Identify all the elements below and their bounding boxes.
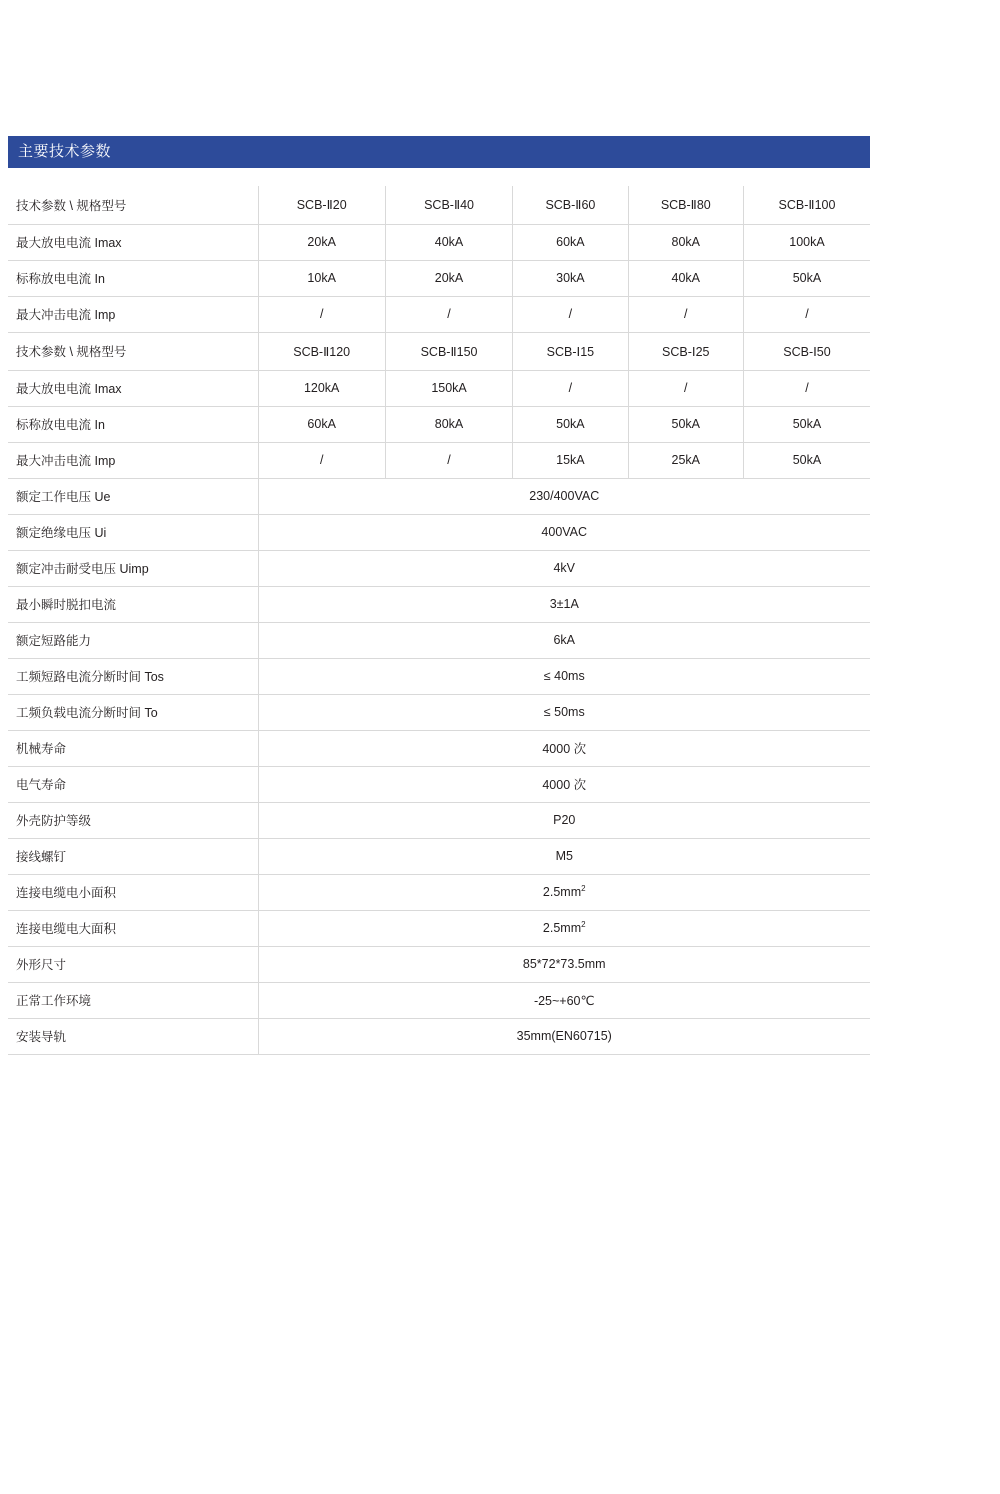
column-header-model: SCB-Ⅰ25	[628, 332, 743, 370]
table-row	[8, 946, 870, 982]
row-value: 60kA	[513, 224, 628, 260]
row-label: 外壳防护等级	[8, 802, 258, 838]
row-label: 正常工作环境	[8, 982, 258, 1018]
column-header-model: SCB-Ⅱ150	[385, 332, 512, 370]
row-value: /	[258, 296, 385, 332]
table-row	[8, 442, 870, 478]
table-row	[8, 874, 870, 910]
column-header-model: SCB-Ⅱ20	[258, 186, 385, 224]
row-value: /	[513, 296, 628, 332]
table-row	[8, 260, 870, 296]
row-value: 80kA	[628, 224, 743, 260]
row-value: 120kA	[258, 370, 385, 406]
table-row	[8, 586, 870, 622]
column-header-label: 技术参数 \ 规格型号	[8, 186, 258, 224]
row-value-superscript: 2	[581, 883, 586, 893]
row-label: 外形尺寸	[8, 946, 258, 982]
row-label: 最大冲击电流 Imp	[8, 442, 258, 478]
row-value: /	[513, 370, 628, 406]
technical-parameters-table	[8, 186, 870, 1055]
row-value: 100kA	[743, 224, 870, 260]
row-label: 接线螺钉	[8, 838, 258, 874]
row-label: 额定冲击耐受电压 Uimp	[8, 550, 258, 586]
column-header-model: SCB-Ⅱ60	[513, 186, 628, 224]
row-value: 6kA	[258, 622, 870, 658]
row-value: /	[743, 296, 870, 332]
table-row	[8, 478, 870, 514]
table-row	[8, 658, 870, 694]
row-value: 40kA	[385, 224, 512, 260]
table-row	[8, 406, 870, 442]
table-row	[8, 730, 870, 766]
row-value: 50kA	[628, 406, 743, 442]
row-value: 50kA	[743, 406, 870, 442]
row-value: ≤ 40ms	[258, 658, 870, 694]
row-label: 最大冲击电流 Imp	[8, 296, 258, 332]
row-label: 安装导轨	[8, 1018, 258, 1054]
row-value: 35mm(EN60715)	[258, 1018, 870, 1054]
column-header-model: SCB-Ⅱ40	[385, 186, 512, 224]
row-value: 20kA	[385, 260, 512, 296]
table-row	[8, 694, 870, 730]
column-header-label: 技术参数 \ 规格型号	[8, 332, 258, 370]
row-value: M5	[258, 838, 870, 874]
row-label: 最大放电电流 Imax	[8, 224, 258, 260]
row-value: /	[743, 370, 870, 406]
row-label: 标称放电电流 In	[8, 260, 258, 296]
row-value: 2.5mm	[542, 885, 582, 899]
row-value: -25~+60℃	[258, 982, 870, 1018]
row-value: 50kA	[513, 406, 628, 442]
row-value: 60kA	[258, 406, 385, 442]
row-value: 10kA	[258, 260, 385, 296]
column-header-model: SCB-Ⅰ15	[513, 332, 628, 370]
column-header-model: SCB-Ⅱ120	[258, 332, 385, 370]
row-value: 4kV	[258, 550, 870, 586]
row-value: /	[628, 296, 743, 332]
row-value: 400VAC	[258, 514, 870, 550]
row-label: 最大放电电流 Imax	[8, 370, 258, 406]
row-value: /	[628, 370, 743, 406]
row-value: 25kA	[628, 442, 743, 478]
row-value-superscript: 2	[581, 919, 586, 929]
row-label: 最小瞬时脱扣电流	[8, 586, 258, 622]
row-label: 工频短路电流分断时间 Tos	[8, 658, 258, 694]
column-header-model: SCB-Ⅱ80	[628, 186, 743, 224]
row-value: 20kA	[258, 224, 385, 260]
row-value: 4000 次	[258, 730, 870, 766]
table-row	[8, 766, 870, 802]
table-row	[8, 1018, 870, 1054]
row-label: 连接电缆电小面积	[8, 874, 258, 910]
table-row	[8, 186, 870, 224]
table-row	[8, 296, 870, 332]
table-row	[8, 838, 870, 874]
row-value: 4000 次	[258, 766, 870, 802]
row-label: 额定绝缘电压 Ui	[8, 514, 258, 550]
row-label: 额定短路能力	[8, 622, 258, 658]
row-value: /	[385, 296, 512, 332]
table-row	[8, 514, 870, 550]
table-body	[8, 186, 870, 1054]
table-row	[8, 224, 870, 260]
column-header-model: SCB-Ⅱ100	[743, 186, 870, 224]
row-value: 15kA	[513, 442, 628, 478]
row-value-cell	[258, 910, 870, 946]
row-label: 连接电缆电大面积	[8, 910, 258, 946]
table-row	[8, 332, 870, 370]
row-value: ≤ 50ms	[258, 694, 870, 730]
row-value: 50kA	[743, 442, 870, 478]
row-value: P20	[258, 802, 870, 838]
row-value: 230/400VAC	[258, 478, 870, 514]
row-value: 2.5mm	[542, 921, 582, 935]
row-value: /	[258, 442, 385, 478]
table-row	[8, 802, 870, 838]
row-value: 3±1A	[258, 586, 870, 622]
section-title: 主要技术参数	[8, 136, 870, 168]
table-row	[8, 910, 870, 946]
row-label: 额定工作电压 Ue	[8, 478, 258, 514]
row-value: 150kA	[385, 370, 512, 406]
row-value: 40kA	[628, 260, 743, 296]
row-value: 30kA	[513, 260, 628, 296]
column-header-model: SCB-Ⅰ50	[743, 332, 870, 370]
table-row	[8, 982, 870, 1018]
row-label: 机械寿命	[8, 730, 258, 766]
table-row	[8, 550, 870, 586]
row-value: 85*72*73.5mm	[258, 946, 870, 982]
table-row	[8, 370, 870, 406]
row-label: 电气寿命	[8, 766, 258, 802]
row-value: 50kA	[743, 260, 870, 296]
row-label: 工频负载电流分断时间 To	[8, 694, 258, 730]
table-row	[8, 622, 870, 658]
row-value-cell	[258, 874, 870, 910]
row-label: 标称放电电流 In	[8, 406, 258, 442]
row-value: /	[385, 442, 512, 478]
row-value: 80kA	[385, 406, 512, 442]
